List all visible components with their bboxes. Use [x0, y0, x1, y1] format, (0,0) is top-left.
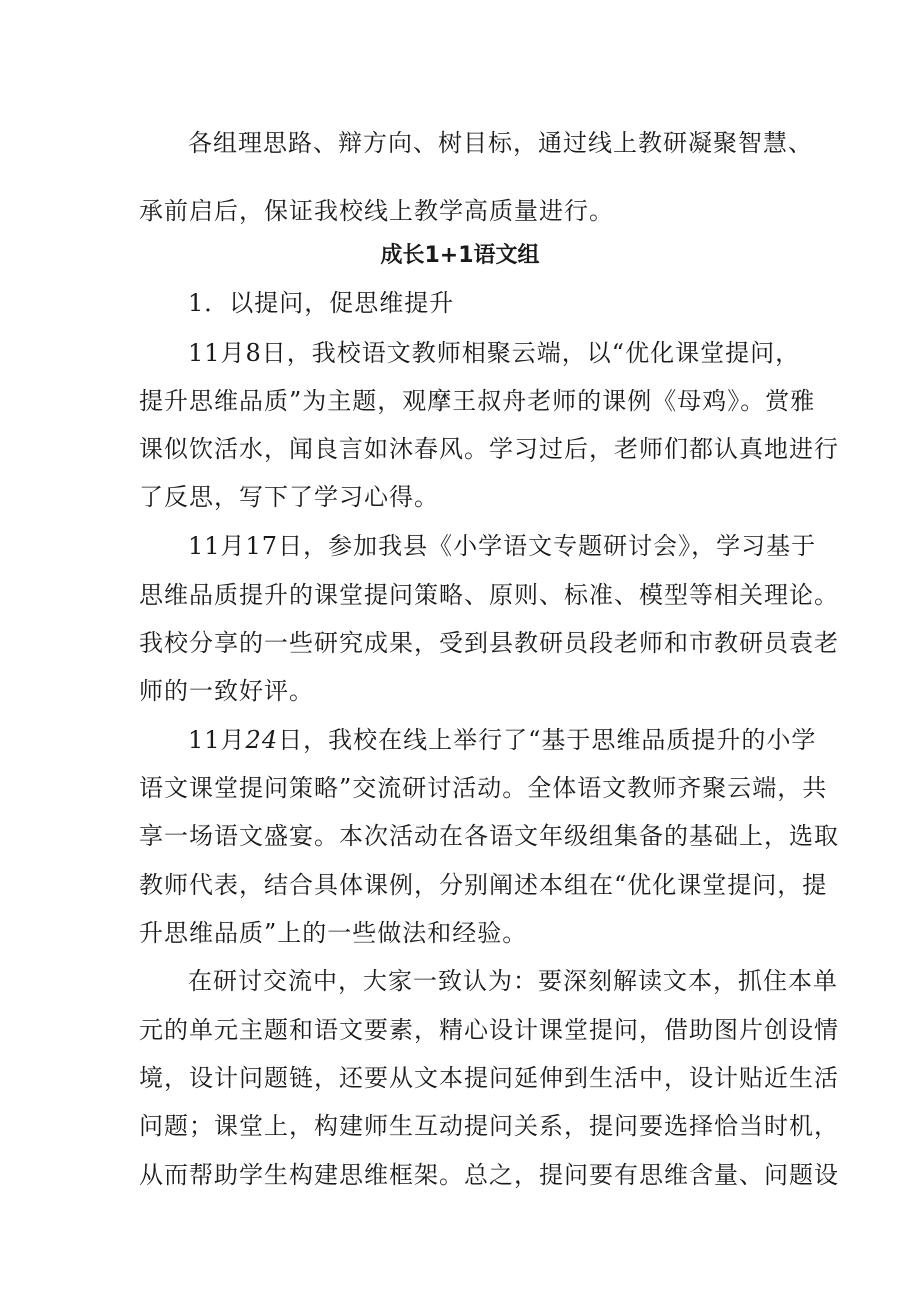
para2-line-1: 11月17日，参加我县《小学语文专题研讨会》，学习基于	[188, 532, 817, 560]
para4-line-1: 在研讨交流中，大家一致认为：要深刻解读文本，抓住本单	[188, 967, 838, 995]
para1-line-2: 提升思维品质”为主题，观摩王叔舟老师的课例《母鸡》。赏雅	[139, 387, 816, 415]
para4-line-5: 从而帮助学生构建思维框架。总之，提问要有思维含量、问题设	[139, 1161, 839, 1189]
intro-line-2: 承前启后，保证我校线上教学高质量进行。	[139, 197, 614, 225]
para4-line-3: 境，设计问题链，还要从文本提问延伸到生活中，设计贴近生活	[139, 1064, 839, 1092]
para3-line-1-text: 日，我校在线上举行了“基于思维品质提升的小学	[278, 726, 817, 754]
section-title: 成长1+1语文组	[380, 243, 540, 268]
para3-line-5: 升思维品质”上的一些做法和经验。	[139, 919, 528, 947]
para2-line-2: 思维品质提升的课堂提问策略、原则、标准、模型等相关理论。	[139, 581, 839, 609]
para1-line-1: 11月8日，我校语文教师相聚云端，以“优化课堂提问，	[188, 339, 801, 367]
para2-line-4: 师的一致好评。	[139, 677, 314, 705]
para1-line-3: 课似饮活水，闻良言如沐春风。学习过后，老师们都认真地进行	[139, 435, 839, 463]
para4-line-2: 元的单元主题和语文要素，精心设计课堂提问，借助图片创设情	[139, 1016, 839, 1044]
para3-line-1	[188, 725, 816, 755]
para3-date-month: 11月	[188, 726, 246, 754]
subheading: 1．以提问，促思维提升	[188, 289, 455, 317]
para3-line-4: 教师代表，结合具体课例，分别阐述本组在“优化课堂提问，提	[139, 871, 828, 899]
para3-line-2: 语文课堂提问策略”交流研讨活动。全体语文教师齐聚云端，共	[139, 774, 828, 802]
para4-line-4: 问题；课堂上，构建师生互动提问关系，提问要选择恰当时机，	[139, 1112, 839, 1140]
para3-date-day: 24	[245, 726, 279, 754]
para3-line-3: 享一场语文盛宴。本次活动在各语文年级组集备的基础上，选取	[139, 822, 839, 850]
para1-line-4: 了反思，写下了学习心得。	[139, 483, 439, 511]
para2-line-3: 我校分享的一些研究成果，受到县教研员段老师和市教研员袁老	[139, 629, 839, 657]
intro-line-1: 各组理思路、辩方向、树目标，通过线上教研凝聚智慧、	[188, 129, 813, 157]
